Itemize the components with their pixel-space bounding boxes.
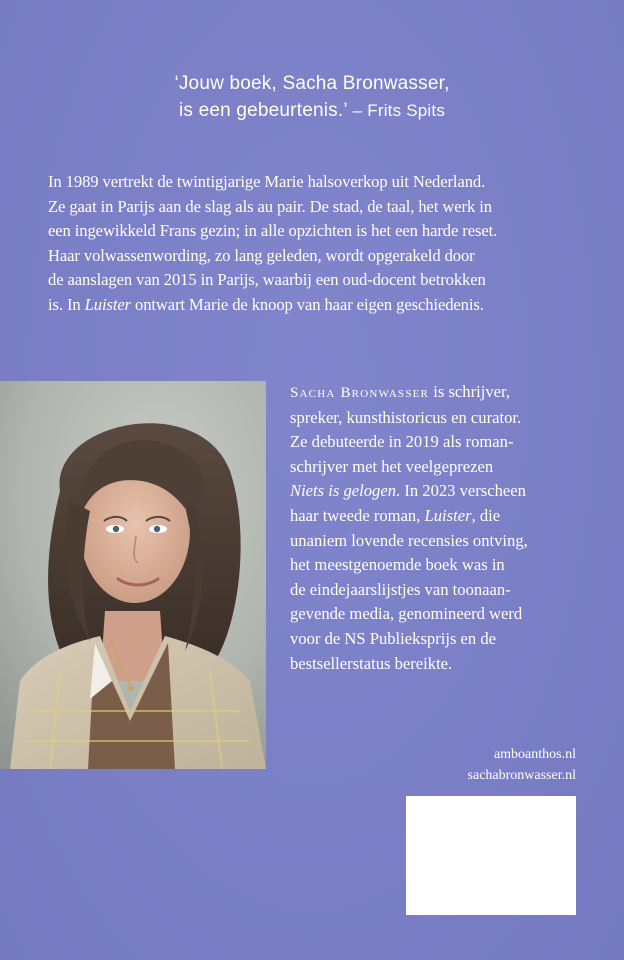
bio-line-1-rest: is schrijver,	[429, 382, 510, 401]
bio-line: schrijver met het veelgeprezen	[290, 456, 494, 476]
blurb-line: een ingewikkeld Frans gezin; in alle opzichten is het een harde reset.	[48, 221, 498, 240]
website-links	[406, 744, 576, 786]
blurb-last-pre: is. In	[48, 294, 85, 314]
author-photo	[0, 381, 266, 769]
second-title-italic: Luister	[424, 505, 472, 525]
review-quote	[0, 70, 624, 124]
publisher-website: amboanthos.nl	[493, 747, 576, 762]
bio-line-5-rest: . In 2023 verscheen	[396, 481, 526, 501]
bio-line: bestsellerstatus bereikte.	[290, 653, 453, 673]
bio-line-5	[290, 479, 600, 504]
bio-line: unaniem lovende recensies ontving,	[290, 530, 528, 550]
bio-line: het meestgenoemde boek was in	[290, 555, 505, 575]
quote-attribution: – Frits Spits	[347, 101, 446, 120]
blurb-line: Ze gaat in Parijs aan de slag als au pair. De stad, de taal, het werk in	[48, 196, 492, 216]
author-name: Sacha Bronwasser	[290, 385, 430, 401]
quote-line-2	[0, 97, 624, 124]
author-bio	[290, 380, 600, 676]
bio-line: spreker, kunsthistoricus en curator.	[290, 407, 522, 427]
blurb-line: de aanslagen van 2015 in Parijs, waarbij een oud-docent betrokken	[48, 270, 486, 289]
blurb-line: Haar volwassenwording, zo lang geleden, wordt opgerakeld door	[48, 245, 475, 265]
book-title-italic: Luister	[84, 294, 131, 314]
bio-line: de eindejaarslijstjes van toonaan-	[290, 579, 511, 599]
debut-title-italic: Niets is gelogen	[290, 481, 397, 501]
blurb-last-post: ontwart Marie de knoop van haar eigen geschiedenis.	[130, 294, 484, 314]
bio-line: voor de NS Publieksprijs en de	[290, 628, 497, 648]
book-blurb	[48, 170, 588, 317]
bio-line-1	[290, 380, 600, 406]
bio-line-6	[290, 504, 600, 529]
blurb-line: In 1989 vertrekt de twintigjarige Marie halsoverkop uit Nederland.	[48, 172, 486, 191]
bio-line: Ze debuteerde in 2019 als roman-	[290, 432, 514, 452]
barcode-placeholder	[406, 796, 576, 915]
bio-line-6-pre: haar tweede roman,	[290, 505, 425, 525]
author-website: sachabronwasser.nl	[467, 768, 576, 783]
author-portrait-illustration	[0, 381, 266, 769]
quote-line-2-text: is een gebeurtenis.’	[178, 100, 348, 121]
bio-line-6-post: , die	[471, 505, 501, 525]
blurb-line-last	[48, 293, 588, 318]
bio-line: gevende media, genomineerd werd	[290, 604, 523, 624]
quote-line-1: ‘Jouw boek, Sacha Bronwasser,	[174, 73, 450, 94]
